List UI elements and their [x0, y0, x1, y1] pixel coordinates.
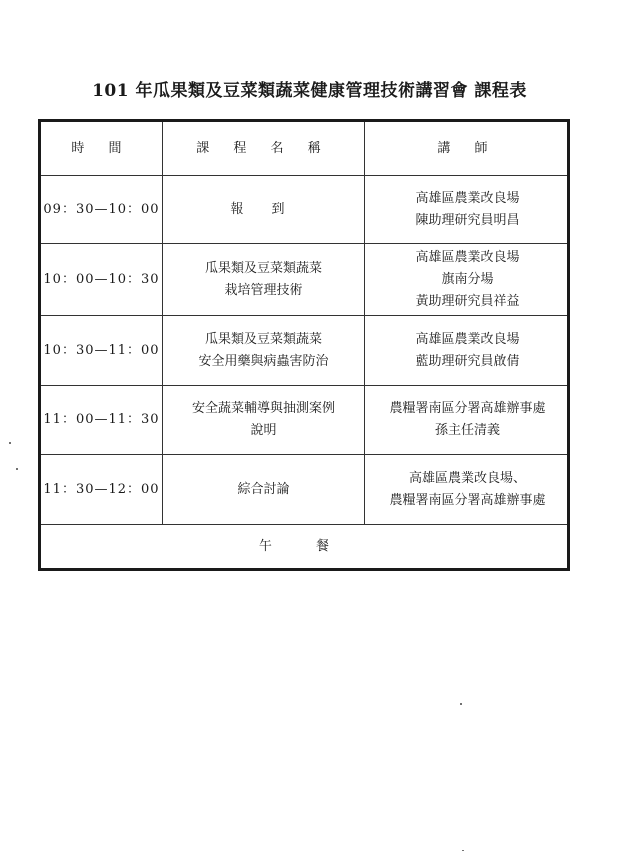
table-header-row [41, 122, 567, 175]
course-line: 安全用藥與病蟲害防治 [198, 353, 329, 369]
course-line: 安全蔬菜輔導與抽測案例 [191, 401, 335, 416]
lecturer-line: 農糧署南區分署高雄辦事處 [389, 492, 546, 508]
lecturer-line: 陳助理研究員明昌 [415, 212, 520, 228]
course-cell [163, 316, 365, 385]
lecturer-line: 高雄區農業改良場 [415, 331, 520, 347]
course-cell [163, 176, 365, 243]
header-course: 課 程 名 稱 [163, 122, 365, 175]
course-line: 瓜果類及豆菜類蔬菜 [204, 260, 322, 276]
time-cell: 11：00—11：30 [41, 386, 163, 454]
header-time: 時 間 [41, 122, 163, 175]
lunch-cell: 午 餐 [258, 538, 350, 554]
lecturer-line: 黃助理研究員祥益 [415, 293, 520, 309]
table-row [41, 454, 567, 524]
course-line: 栽培管理技術 [224, 282, 303, 298]
lecturer-line: 農糧署南區分署高雄辦事處 [389, 401, 546, 416]
lecturer-line: 高雄區農業改良場 [415, 190, 520, 206]
lecturer-line: 高雄區農業改良場、 [408, 470, 526, 486]
lecturer-cell [365, 176, 570, 243]
lecturer-line: 孫主任清義 [434, 423, 500, 438]
lecturer-cell [365, 455, 570, 524]
course-line: 說明 [250, 423, 277, 438]
schedule-table [38, 119, 570, 571]
table-row [41, 385, 567, 454]
table-row [41, 315, 567, 385]
lecturer-line: 旗南分場 [441, 271, 494, 287]
course-line: 瓜果類及豆菜類蔬菜 [204, 331, 322, 347]
course-cell [163, 455, 365, 524]
lecturer-cell [365, 316, 570, 385]
course-line: 報 到 [230, 201, 297, 217]
lecturer-line: 高雄區農業改良場 [415, 249, 520, 265]
time-cell: 11：30—12：00 [41, 455, 163, 524]
time-cell: 09：30—10：00 [41, 176, 163, 243]
page-title: 101 年瓜果類及豆菜類蔬菜健康管理技術講習會 課程表 [92, 81, 527, 101]
table-row [41, 243, 567, 315]
scan-speck [16, 468, 18, 470]
time-cell: 10：30—11：00 [41, 316, 163, 385]
time-cell: 10：00—10：30 [41, 244, 163, 315]
course-line: 綜合討論 [237, 481, 290, 497]
lunch-row [41, 524, 567, 568]
lecturer-cell [365, 244, 570, 315]
lecturer-cell [365, 386, 570, 454]
scan-speck [9, 442, 11, 444]
header-lecturer: 講 師 [437, 140, 498, 156]
course-cell [163, 244, 365, 315]
scan-speck [462, 850, 464, 851]
lecturer-line: 藍助理研究員啟倩 [415, 353, 520, 369]
course-cell [163, 386, 365, 454]
table-row [41, 175, 567, 243]
scan-speck [460, 703, 462, 705]
